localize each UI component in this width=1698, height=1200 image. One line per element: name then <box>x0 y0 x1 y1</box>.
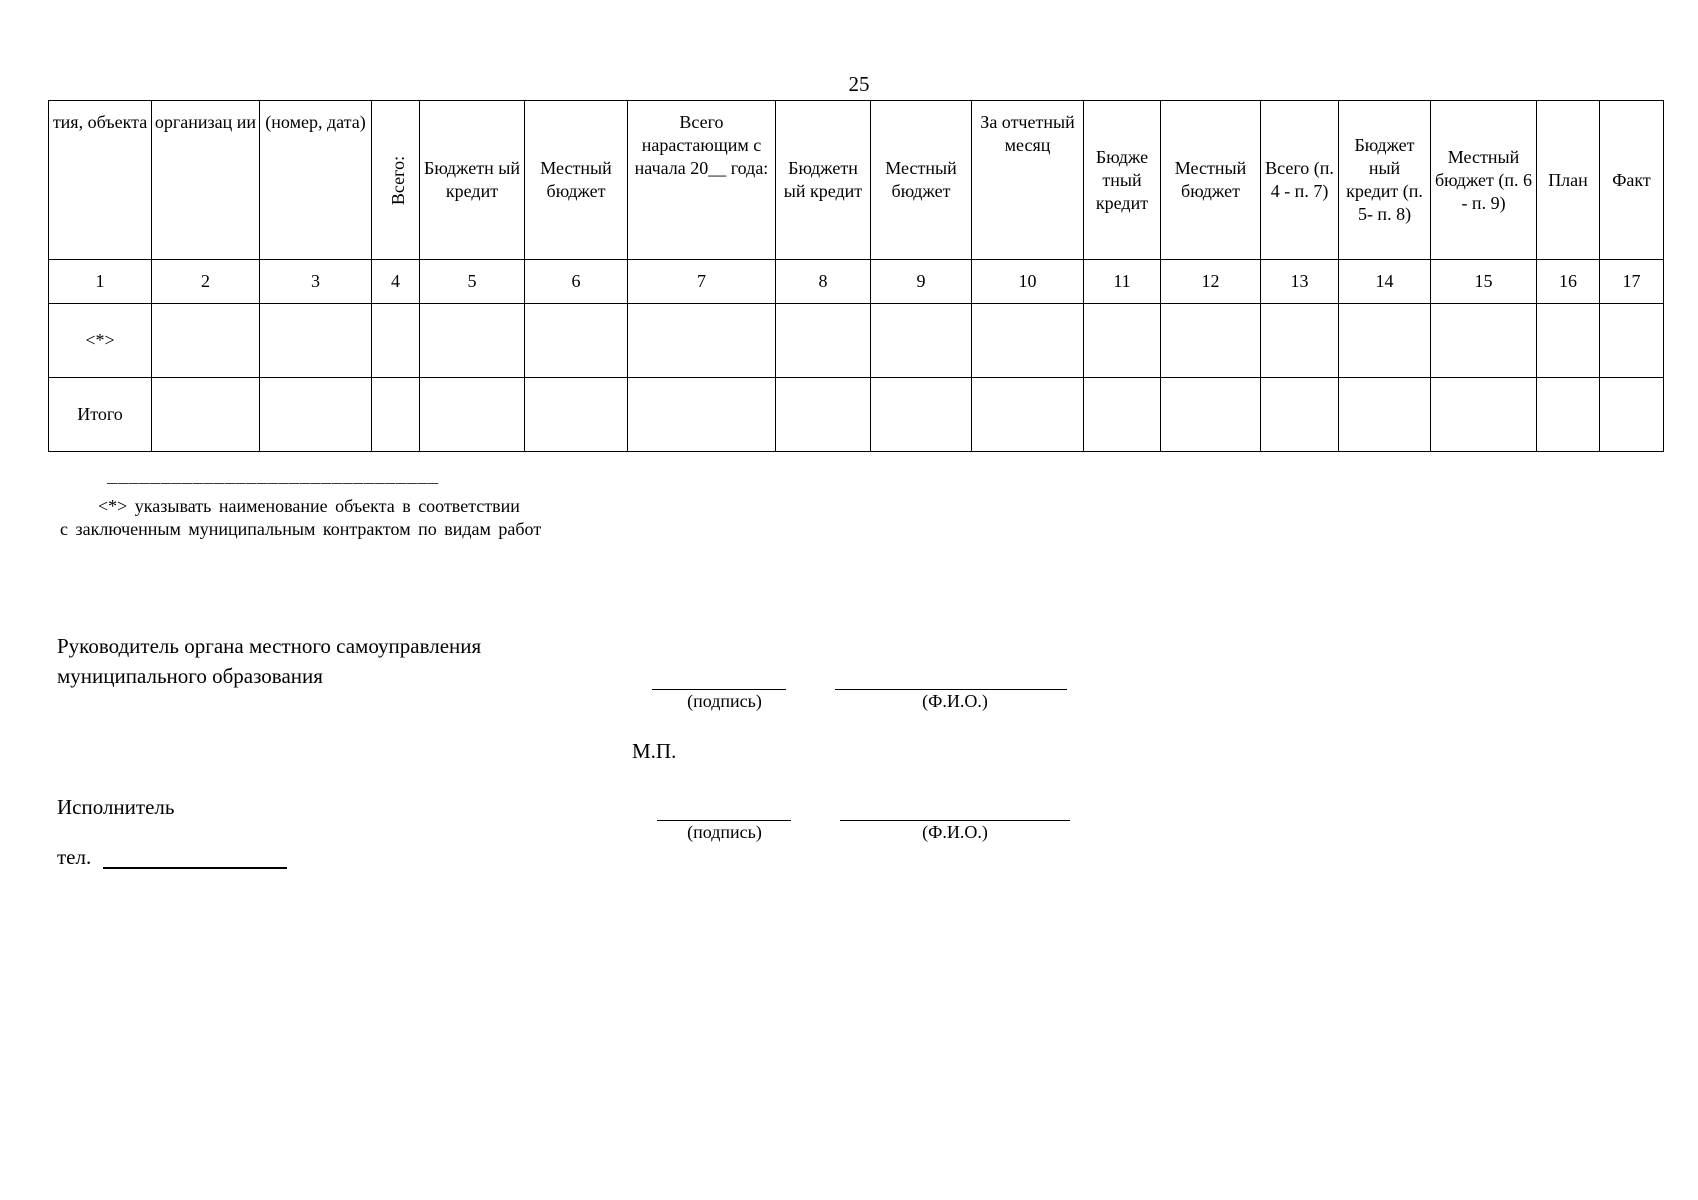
table-cell[interactable] <box>372 304 420 378</box>
table-cell[interactable] <box>776 304 871 378</box>
footnote-line-1: <*> указывать наименование объекта в соответствии <box>98 496 520 516</box>
header-cell: Местный бюджет <box>525 101 628 260</box>
footnote-separator: _______________________________ <box>107 469 439 488</box>
head-title-line-1: Руководитель органа местного самоуправления <box>57 634 482 658</box>
column-number: 13 <box>1261 260 1339 304</box>
table-cell[interactable] <box>972 304 1084 378</box>
header-cell: тия, объекта <box>49 101 152 260</box>
head-title-line-2: муниципального образования <box>57 664 323 688</box>
table-cell[interactable] <box>1161 304 1261 378</box>
table-cell[interactable] <box>1431 304 1537 378</box>
column-number: 14 <box>1339 260 1431 304</box>
table-cell[interactable] <box>871 378 972 452</box>
table-cell[interactable] <box>1084 378 1161 452</box>
table-cell[interactable] <box>1537 378 1600 452</box>
column-number: 4 <box>372 260 420 304</box>
column-number: 3 <box>260 260 372 304</box>
page-number: 25 <box>848 72 870 96</box>
column-number: 12 <box>1161 260 1261 304</box>
tel-label: тел. <box>57 845 92 869</box>
table-cell[interactable] <box>420 304 525 378</box>
column-number: 7 <box>628 260 776 304</box>
table-cell[interactable] <box>372 378 420 452</box>
tel-line[interactable] <box>103 867 287 869</box>
header-cell: Бюджет ный кредит (п. 5- п. 8) <box>1339 101 1431 260</box>
column-number: 16 <box>1537 260 1600 304</box>
header-cell: Бюджетн ый кредит <box>420 101 525 260</box>
row-label: <*> <box>49 304 152 378</box>
column-number: 2 <box>152 260 260 304</box>
head-signature-caption: (подпись) <box>687 691 762 711</box>
header-cell-text: Всего: <box>388 155 409 205</box>
footnote-line-2: с заключенным муниципальным контрактом по видам работ <box>60 519 542 539</box>
table-cell[interactable] <box>1261 304 1339 378</box>
table-cell[interactable] <box>1261 378 1339 452</box>
head-name-caption: (Ф.И.О.) <box>922 691 988 711</box>
table-cell[interactable] <box>1161 378 1261 452</box>
table-cell[interactable] <box>1339 304 1431 378</box>
table-cell[interactable] <box>152 304 260 378</box>
header-cell: (номер, дата) <box>260 101 372 260</box>
table-cell[interactable] <box>525 378 628 452</box>
table-cell[interactable] <box>1431 378 1537 452</box>
header-cell: Местный бюджет (п. 6 - п. 9) <box>1431 101 1537 260</box>
table-cell[interactable] <box>1339 378 1431 452</box>
table-cell[interactable] <box>1600 304 1664 378</box>
table-row-total <box>49 378 1664 452</box>
executor-label: Исполнитель <box>57 795 175 819</box>
table-cell[interactable] <box>525 304 628 378</box>
head-name-line[interactable] <box>835 689 1067 690</box>
table-cell[interactable] <box>628 378 776 452</box>
executor-signature-line[interactable] <box>657 820 791 821</box>
executor-signature-caption: (подпись) <box>687 822 762 842</box>
executor-name-caption: (Ф.И.О.) <box>922 822 988 842</box>
table-cell[interactable] <box>260 304 372 378</box>
table-cell[interactable] <box>776 378 871 452</box>
table-cell[interactable] <box>628 304 776 378</box>
column-number: 17 <box>1600 260 1664 304</box>
column-number: 9 <box>871 260 972 304</box>
header-cell: Местный бюджет <box>1161 101 1261 260</box>
column-number: 1 <box>49 260 152 304</box>
stamp-mark: М.П. <box>632 739 677 763</box>
table-header-row <box>49 101 1664 260</box>
table-cell[interactable] <box>1600 378 1664 452</box>
column-number: 6 <box>525 260 628 304</box>
table-cell[interactable] <box>972 378 1084 452</box>
row-label: Итого <box>49 378 152 452</box>
column-number-row <box>49 260 1664 304</box>
column-number: 8 <box>776 260 871 304</box>
column-number: 5 <box>420 260 525 304</box>
header-cell: План <box>1537 101 1600 260</box>
header-cell: Бюдже тный кредит <box>1084 101 1161 260</box>
table-row <box>49 304 1664 378</box>
executor-name-line[interactable] <box>840 820 1070 821</box>
header-cell-rotated <box>372 101 420 260</box>
column-number: 15 <box>1431 260 1537 304</box>
column-number: 10 <box>972 260 1084 304</box>
column-number: 11 <box>1084 260 1161 304</box>
table-cell[interactable] <box>420 378 525 452</box>
footnote <box>60 495 620 541</box>
table-cell[interactable] <box>871 304 972 378</box>
header-cell: Бюджетн ый кредит <box>776 101 871 260</box>
head-signature-line[interactable] <box>652 689 786 690</box>
header-cell: организац ии <box>152 101 260 260</box>
header-cell: Всего нарастающим с начала 20__ года: <box>628 101 776 260</box>
table-cell[interactable] <box>1084 304 1161 378</box>
header-cell: Местный бюджет <box>871 101 972 260</box>
table-cell[interactable] <box>1537 304 1600 378</box>
header-cell: За отчетный месяц <box>972 101 1084 260</box>
report-table <box>48 100 1664 452</box>
header-cell: Всего (п. 4 - п. 7) <box>1261 101 1339 260</box>
header-cell: Факт <box>1600 101 1664 260</box>
table-cell[interactable] <box>260 378 372 452</box>
table-cell[interactable] <box>152 378 260 452</box>
